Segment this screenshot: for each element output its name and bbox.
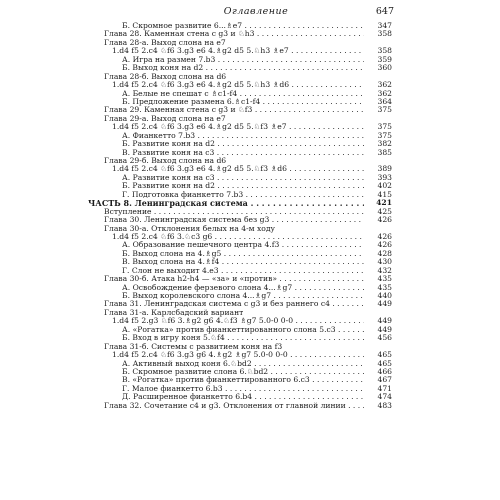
- toc-entry: [0, 90, 500, 98]
- toc-entry: [0, 199, 500, 207]
- toc-entry-page: 347: [377, 21, 392, 30]
- toc-entry-page: 465: [377, 358, 392, 368]
- toc-entry-title: А. Белые не спешат с ♗c1-f4 . . .: [122, 90, 364, 98]
- running-title: Оглавление: [223, 6, 289, 17]
- toc-entry-page: 393: [377, 172, 392, 182]
- toc-entry-page: 483: [377, 400, 392, 410]
- toc-entry: [0, 157, 500, 165]
- toc-entry-page: 415: [377, 189, 392, 199]
- toc-entry: [0, 300, 500, 308]
- toc-entry-page: 426: [377, 240, 392, 250]
- toc-entry-page: 375: [377, 122, 392, 132]
- toc-entry: [0, 326, 500, 334]
- toc-entry-page: 421: [376, 198, 392, 208]
- toc-entry-title: Глава 31-б. Системы с развитием коня на f3: [104, 342, 283, 351]
- toc-entry-title: 1.d4 f5 2.c4 ♘f6 3.g3 g6 4.♗g2 ♗g7 5.0-0 0-0 . . .: [112, 351, 364, 359]
- toc-entry-title: А. Освобождение ферзевого слона 4...♗g7 . . .: [122, 284, 364, 292]
- toc-entry: [0, 351, 500, 359]
- toc-entry-title: Г. Малое фианкетто 6.b3 . . .: [122, 385, 364, 393]
- toc-entry-page: 358: [377, 29, 392, 39]
- toc-entry: [0, 393, 500, 401]
- toc-entry-title: Глава 29. Каменная стена с g3 и ♘f3 . . .: [104, 106, 364, 114]
- toc-entry: [0, 115, 500, 123]
- toc-entry: [0, 191, 500, 199]
- toc-entry-page: 426: [377, 215, 392, 225]
- toc-entry: [0, 267, 500, 275]
- toc-entry-title: 1.d4 f5 2.c4 ♘f6 3.g3 e6 4.♗g2 d5 5.♘h3 ♗d6 . . .: [112, 81, 364, 89]
- toc-entry-title: 1.d4 f5 2.c4 ♘f6 3.g3 e6 4.♗g2 d5 5.♘f3 ♗e7 . . .: [112, 123, 364, 131]
- toc-entry-title: Б. Развитие коня на d2 . . .: [122, 140, 364, 148]
- toc-entry: [0, 225, 500, 233]
- toc-entry: [0, 343, 500, 351]
- toc-entry-page: 456: [377, 333, 392, 343]
- toc-entry-title: Глава 28-а. Выход слона на e7: [104, 38, 226, 47]
- toc-entry: [0, 182, 500, 190]
- toc-entry: [0, 149, 500, 157]
- toc-entry: [0, 132, 500, 140]
- toc-entry: [0, 81, 500, 89]
- toc-entry-title: Глава 29-б. Выход слона на d6: [104, 157, 227, 165]
- toc-entry: [0, 56, 500, 64]
- toc-entry: [0, 98, 500, 106]
- toc-entry-page: 440: [377, 291, 392, 300]
- toc-entry: [0, 275, 500, 283]
- toc-entry: [0, 22, 500, 30]
- toc-entry-page: 449: [377, 299, 392, 309]
- toc-entry-title: Глава 29-а. Выход слона на e7: [104, 114, 226, 123]
- toc-entry: [0, 174, 500, 182]
- toc-entry: [0, 317, 500, 325]
- toc-entry-page: 375: [377, 130, 392, 140]
- toc-entry-title: 1.d4 f5 2.c4 ♘f6 3.g3 e6 4.♗g2 d5 5.♘f3 ♗d6 . . .: [112, 165, 364, 173]
- toc-entry-title: Б. Скромное развитие слона 6.♘bd2 . . .: [122, 368, 364, 376]
- toc-entry-title: Б. Вход в игру коня 5.♘f4 . . .: [122, 334, 364, 342]
- toc-entry-page: 360: [377, 63, 392, 73]
- toc-entry-title: 1.d4 f5 2.c4 ♘f6 3.g3 e6 4.♗g2 d5 5.♘h3 ♗e7 . . .: [112, 47, 364, 55]
- toc-entry-title: А. «Рогатка» против фианкеттированного слона 5.c3 . . .: [122, 326, 364, 334]
- toc-entry-title: А. Образование пешечного центра 4.f3 . . .: [122, 241, 364, 249]
- table-of-contents: [0, 22, 500, 410]
- toc-entry-page: 471: [377, 383, 392, 393]
- toc-entry-page: 375: [377, 105, 392, 115]
- toc-entry-page: 430: [377, 257, 392, 267]
- toc-entry-title: Б. Выход коня на d2 . . .: [122, 64, 364, 72]
- toc-entry-title: Б. Скромное развитие 6...♗e7 . . .: [122, 22, 364, 30]
- toc-entry-title: А. Игра на размен 7.b3 . . .: [122, 56, 364, 64]
- toc-entry: [0, 216, 500, 224]
- toc-entry: [0, 402, 500, 410]
- toc-entry-title: 1.d4 f5 2.c4 ♘f6 3.♘c3 g6 . . .: [112, 233, 364, 241]
- toc-entry-page: 428: [377, 248, 392, 258]
- toc-entry: [0, 123, 500, 131]
- toc-entry: [0, 258, 500, 266]
- toc-entry-title: Вступление . . .: [104, 208, 364, 216]
- toc-entry-page: 389: [377, 164, 392, 174]
- toc-entry-title: Глава 30-а. Отклонения белых на 4-м ходу: [104, 224, 275, 233]
- toc-entry-title: В. Выход слона на 4.♗f4 . . .: [122, 258, 364, 266]
- toc-entry: [0, 39, 500, 47]
- toc-entry: [0, 309, 500, 317]
- toc-entry-title: Глава 32. Сочетание c4 и g3. Отклонения от главной линии . . .: [104, 402, 364, 410]
- toc-entry-page: 382: [377, 139, 392, 149]
- toc-entry: [0, 250, 500, 258]
- toc-entry-page: 359: [377, 54, 392, 64]
- toc-entry-page: 474: [377, 392, 392, 402]
- toc-entry: [0, 360, 500, 368]
- toc-entry: [0, 64, 500, 72]
- toc-entry-title: В. Развитие коня на c3 . . .: [122, 149, 364, 157]
- toc-entry: [0, 284, 500, 292]
- toc-entry-page: 465: [377, 350, 392, 360]
- toc-entry-page: 362: [377, 88, 392, 98]
- toc-entry-title: ЧАСТЬ 8. Ленинградская система . . .: [88, 199, 364, 207]
- toc-entry: [0, 385, 500, 393]
- toc-entry-page: 426: [377, 231, 392, 241]
- toc-entry-page: 362: [377, 80, 392, 90]
- toc-entry-page: 467: [377, 375, 392, 385]
- toc-entry-title: 1.d4 f5 2.g3 ♘f6 3.♗g2 g6 4.♘f3 ♗g7 5.0-0 0-0 . . .: [112, 317, 364, 325]
- toc-entry: [0, 208, 500, 216]
- toc-entry: [0, 376, 500, 384]
- toc-entry-page: 449: [377, 316, 392, 326]
- toc-entry-title: А. Развитие коня на c3 . . .: [122, 174, 364, 182]
- toc-entry-page: 449: [377, 324, 392, 334]
- toc-entry: [0, 292, 500, 300]
- toc-entry-title: Глава 31-а. Карлсбадский вариант: [104, 308, 244, 317]
- toc-entry-page: 432: [377, 265, 392, 275]
- toc-entry-page: 364: [377, 96, 392, 106]
- toc-entry-page: 435: [377, 274, 392, 284]
- toc-entry-page: 402: [377, 181, 392, 191]
- toc-entry-title: Глава 28-б. Выход слона на d6: [104, 72, 227, 81]
- page-number: 647: [375, 6, 394, 17]
- toc-entry-page: 466: [377, 366, 392, 376]
- toc-entry-title: Б. Предложение размена 6.♗c1-f4 . . .: [122, 98, 364, 106]
- toc-entry: [0, 241, 500, 249]
- toc-entry-page: 425: [377, 206, 392, 216]
- toc-entry-title: Б. Выход королевского слона 4...♗g7 . . .: [122, 292, 364, 300]
- toc-entry-title: Д. Расширенное фианкетто 6.b4 . . .: [122, 393, 364, 401]
- toc-entry-title: Г. Подготовка фианкетто 7.b3 . . .: [122, 191, 364, 199]
- toc-entry-page: 385: [377, 147, 392, 157]
- toc-entry: [0, 165, 500, 173]
- toc-entry-title: Глава 30. Ленинградская система без g3 . . .: [104, 216, 364, 224]
- toc-entry: [0, 47, 500, 55]
- page-header: [118, 6, 394, 20]
- toc-entry: [0, 106, 500, 114]
- toc-entry-title: В. «Рогатка» против фианкеттированного 6.c3 . . .: [122, 376, 364, 384]
- toc-entry-title: Г. Слон не выходит 4.e3 . . .: [122, 267, 364, 275]
- toc-entry-title: А. Фианкетто 7.b3 . . .: [122, 132, 364, 140]
- toc-entry: [0, 368, 500, 376]
- toc-entry-title: Б. Выход слона на 4.♗g5 . . .: [122, 250, 364, 258]
- toc-entry-title: Б. Развитие коня на d2 . . .: [122, 182, 364, 190]
- toc-entry: [0, 233, 500, 241]
- toc-entry-title: А. Активный выход коня 6.♘bd2 . . .: [122, 360, 364, 368]
- toc-entry: [0, 140, 500, 148]
- toc-entry-page: 358: [377, 46, 392, 56]
- toc-entry: [0, 73, 500, 81]
- toc-entry-title: Глава 28. Каменная стена с g3 и ♘h3 . . .: [104, 30, 364, 38]
- toc-entry: [0, 30, 500, 38]
- toc-entry: [0, 334, 500, 342]
- toc-entry-title: Глава 31. Ленинградская система с g3 и без раннего c4 . . .: [104, 300, 364, 308]
- toc-entry-title: Глава 30-б. Атака h2-h4 — «за» и «против» . . .: [104, 275, 364, 283]
- toc-entry-page: 435: [377, 282, 392, 292]
